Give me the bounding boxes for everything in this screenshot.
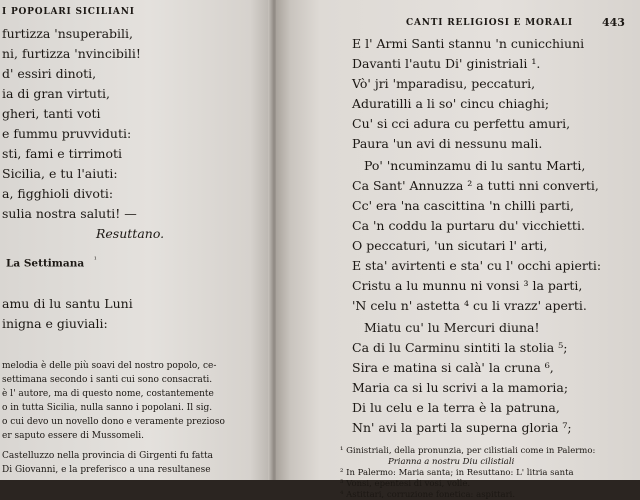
- section-title-note: ¹: [93, 256, 97, 264]
- section-title-text: La Settimana: [6, 257, 85, 270]
- right-verse-line: Di lu celu e la terra è la patruna,: [352, 400, 560, 415]
- right-verse-line: Po' 'ncuminzamu di lu santu Marti,: [364, 158, 586, 173]
- section-line: amu di lu santu Luni: [2, 296, 133, 311]
- right-page: [276, 0, 640, 500]
- left-verse-line: a, figghioli divoti:: [2, 186, 114, 201]
- right-verse-line: 'N celu n' astetta ⁴ cu li vrazz' aperti.: [352, 298, 587, 313]
- left-verse-line: Sicilia, e tu l'aiuti:: [2, 166, 118, 181]
- left-verse-line: sti, fami e tirrimoti: [2, 146, 123, 161]
- left-footnote-line: settimana secondo i santi cui sono consacrati.: [2, 375, 213, 385]
- right-verse-line: E l' Armi Santi stannu 'n cunicchiuni: [352, 36, 585, 51]
- right-verse-line: Ca Sant' Annuzza ² a tutti nni converti,: [352, 178, 599, 193]
- right-verse-line: Paura 'un avi di nessunu mali.: [352, 136, 543, 151]
- right-verse-line: Vò' jri 'mparadisu, peccaturi,: [352, 76, 536, 91]
- right-verse-line: Ca di lu Carminu sintiti la stolia ⁵;: [352, 340, 568, 355]
- right-verse-line: Maria ca si lu scrivi a la mamoria;: [352, 380, 569, 395]
- right-footnote-line: ³ Vonsi, epentesi di vosi, volle.: [340, 479, 471, 489]
- right-verse-line: E sta' avirtenti e sta' cu l' occhi apierti:: [352, 258, 602, 273]
- right-verse-line: Cristu a lu munnu ni vonsi ³ la parti,: [352, 278, 583, 293]
- right-verse-line: Aduratilli a li so' cincu chiaghi;: [352, 96, 550, 111]
- left-verse-line: gheri, tanti voti: [2, 106, 101, 121]
- left-footnote-line: Castelluzzo nella provincia di Girgenti fu fatta: [2, 451, 214, 461]
- left-verse-line: ni, furtizza 'nvincibili!: [2, 46, 141, 61]
- page-number: 443: [602, 16, 625, 29]
- right-verse-line: Miatu cu' lu Mercuri diuna!: [364, 320, 540, 335]
- right-verse-line: O peccaturi, 'un sicutari l' arti,: [352, 238, 548, 253]
- right-verse-line: Sira e matina si calà' la cruna ⁶,: [352, 360, 554, 375]
- section-line: inigna e giuviali:: [2, 316, 108, 331]
- left-footnote-line: er saputo essere di Mussomeli.: [2, 431, 144, 441]
- right-running-header: CANTI RELIGIOSI E MORALI: [406, 18, 573, 28]
- right-verse-line: Cu' si cci adura cu perfettu amuri,: [352, 116, 571, 131]
- left-footnote-line: o cui devo un novello dono e veramente prezioso: [2, 417, 225, 427]
- left-verse-line: e fummu pruvviduti:: [2, 126, 132, 141]
- right-footnote-line: ² In Palermo: Maria santa; in Resuttano: L' litria santa: [340, 468, 574, 478]
- right-verse-line: Nn' avi la parti la superna gloria ⁷;: [352, 420, 572, 435]
- left-verse-line: d' essiri dinoti,: [2, 66, 97, 81]
- right-footnote-line: ⁴ Astittari, corruzione fonetica: aspittari.: [340, 490, 516, 500]
- right-verse-line: Davanti l'autu Di' ginistriali ¹.: [352, 56, 541, 71]
- left-footnote-line: o in tutta Sicilia, nulla sanno i popolani. Il sig.: [2, 403, 213, 413]
- left-footnote-line: melodia è delle più soavi del nostro popolo, ce-: [2, 361, 217, 371]
- right-footnote-line: Prianna a nostru Diu cilistiali: [388, 457, 515, 467]
- left-signature: Resuttano.: [96, 226, 165, 241]
- left-footnote-line: è l' autore, ma di questo nome, costantemente: [2, 389, 214, 399]
- right-verse-line: Ca 'n coddu la purtaru du' vicchietti.: [352, 218, 585, 233]
- left-page: [0, 0, 272, 480]
- left-footnote-line: Di Giovanni, e la preferisco a una resultanese: [2, 465, 211, 475]
- left-verse-line: ia di gran virtuti,: [2, 86, 110, 101]
- section-title: [6, 256, 97, 270]
- right-footnote-line: ¹ Ginistriali, della pronunzia, per cilistiali come in Palermo:: [340, 446, 596, 456]
- left-running-header: I POPOLARI SICILIANI: [2, 7, 135, 17]
- left-verse-line: sulia nostra saluti! —: [2, 206, 137, 221]
- left-verse-line: furtizza 'nsuperabili,: [2, 26, 134, 41]
- right-verse-line: Cc' era 'na cascittina 'n chilli parti,: [352, 198, 574, 213]
